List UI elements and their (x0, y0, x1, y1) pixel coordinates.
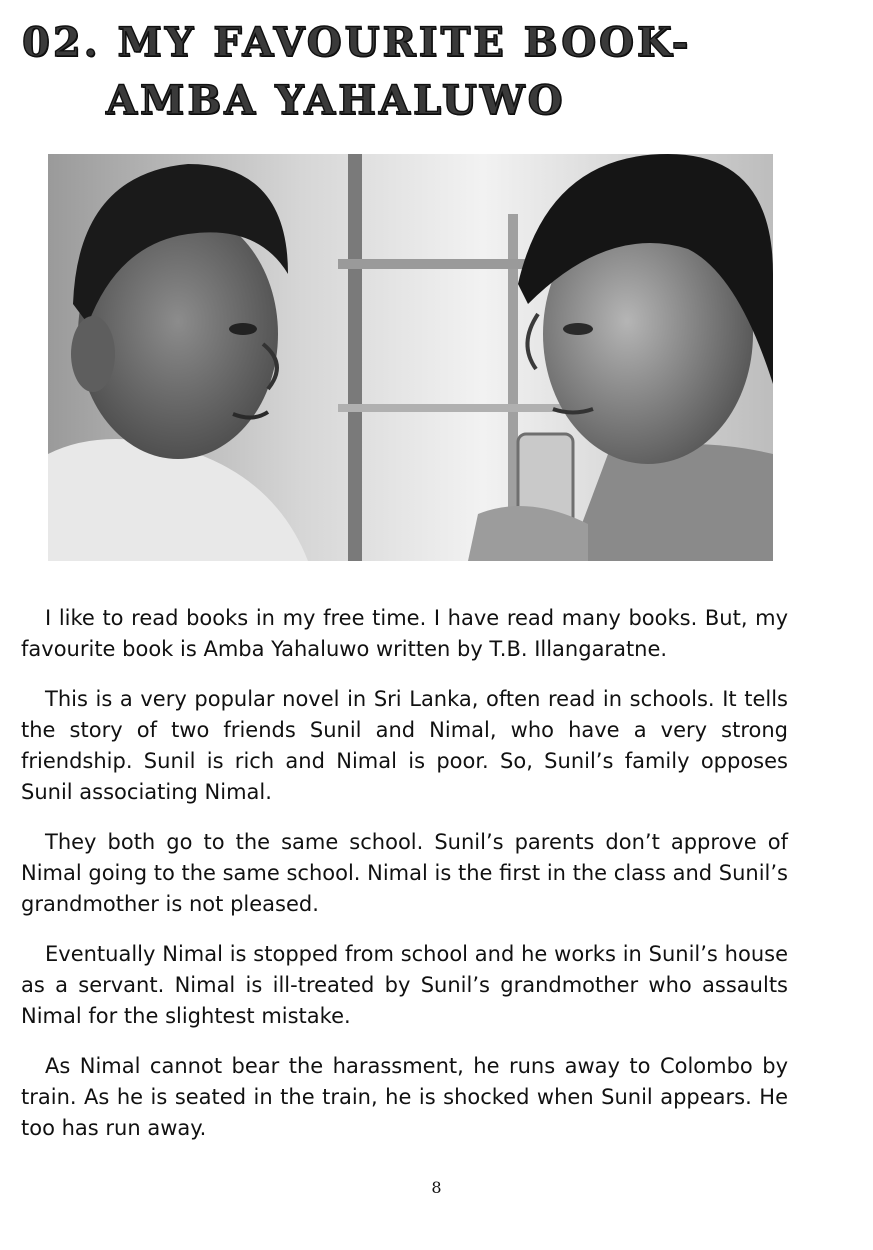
paragraph-1: I like to read books in my free time. I have read many books. But, my favourite book is Amba Yahaluwo written by T.B. Illangaratne. (21, 606, 788, 661)
page-title (22, 14, 852, 130)
book-photo (48, 154, 773, 561)
paragraph-2: This is a very popular novel in Sri Lanka, often read in schools. It tells the story of two friends Sunil and Nimal, who have a very strong friendship. Sunil is rich and Nimal is poor. So, Sunil’s family opposes Sunil associating Nimal. (21, 687, 788, 804)
page-title-line-2: AMBA YAHALUWO (106, 77, 566, 124)
page-title-line-1: 02. MY FAVOURITE BOOK- (22, 19, 692, 66)
two-boys-photo-icon (48, 154, 773, 561)
paragraph-5: As Nimal cannot bear the harassment, he runs away to Colombo by train. As he is seated in the train, he is shocked when Sunil appears. He too has run away. (21, 1054, 788, 1140)
paragraph-4: Eventually Nimal is stopped from school and he works in Sunil’s house as a servant. Nimal is ill-treated by Sunil’s grandmother who assaults Nimal for the slightest mistake. (21, 942, 788, 1028)
paragraph-3: They both go to the same school. Sunil’s parents don’t approve of Nimal going to the same school. Nimal is the first in the class and Sunil’s grandmother is not pleased. (21, 830, 789, 916)
body-text (21, 603, 788, 1144)
page-number: 8 (431, 1178, 442, 1197)
